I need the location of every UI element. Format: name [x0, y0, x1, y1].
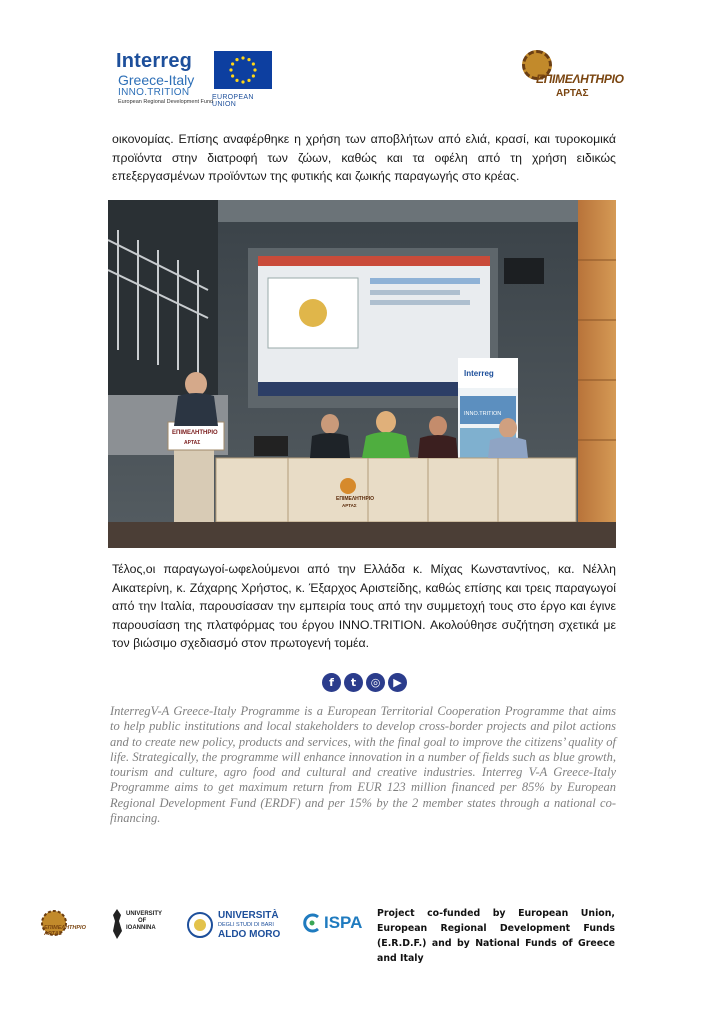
fund-label: European Regional Development Fund — [118, 99, 214, 105]
ispa-logo — [302, 909, 372, 941]
partner-logos — [40, 905, 370, 945]
chamber-logo-footer — [40, 909, 92, 941]
eu-star-icon — [241, 80, 244, 83]
facebook-icon[interactable]: f — [322, 673, 341, 692]
eu-star-icon — [235, 79, 238, 82]
uoi-line-2: OF — [138, 918, 147, 924]
ioannina-emblem-icon — [110, 907, 124, 941]
eu-star-icon — [253, 68, 256, 71]
eu-star-icon — [241, 56, 244, 59]
eu-star-icon — [252, 74, 255, 77]
chamber-logo — [522, 50, 624, 104]
chamber-logo-city: ΑΡΤΑΣ — [556, 88, 589, 99]
twitter-icon[interactable]: t — [344, 673, 363, 692]
body-paragraph-2: Τέλος,οι παραγωγοί-ωφελούμενοι από την Ελλάδα κ. Μίχας Κωνσταντίνος, κα. Νέλλη Αικατερίνη, κ. Ζάχαρης Χρήστος, κ. Έξαρχος Αριστείδης, καθώς επίσης και τρεις παραγωγοί από την Ιταλία, παρουσίασαν την εμπειρία τους από την συμμετοχή τους στο έργο και έγινε παρουσίαση της πλατφόρμας του έργου INNO.TRITION. Ακολούθησε συζήτηση σχετικά με τον βιώσιμο σχεδιασμό στον πρωτογενή τομέα. — [112, 562, 616, 650]
interreg-wordmark: Interreg — [116, 50, 193, 72]
podium-sign-city: ΑΡΤΑΣ — [184, 440, 201, 446]
interreg-programme: Greece-Italy — [118, 72, 195, 88]
eu-star-icon — [231, 62, 234, 65]
social-icons — [322, 673, 407, 693]
eu-star-icon — [231, 74, 234, 77]
cofunding-statement: Project co-funded by European Union, European Regional Development Funds (E.R.D.F.) and by National Funds of Greece and Italy — [377, 908, 615, 964]
bari-seal-icon — [186, 911, 214, 939]
eu-star-icon — [235, 58, 238, 61]
bari-line-1: UNIVERSITÀ — [218, 910, 279, 921]
eu-label: EUROPEAN UNION — [212, 94, 254, 108]
interreg-logo — [116, 50, 276, 106]
eu-star-icon — [247, 58, 250, 61]
banner-project: INNO.TRITION — [464, 411, 502, 417]
event-photo — [108, 200, 616, 548]
university-ioannina-logo — [110, 907, 166, 943]
table-sign-city: ΑΡΤΑΣ — [342, 503, 357, 508]
university-bari-logo — [186, 907, 296, 943]
uoi-line-3: IOANNINA — [126, 925, 156, 931]
banner-title: Interreg — [464, 369, 494, 378]
bari-line-2: DEGLI STUDI DI BARI — [218, 922, 274, 928]
eu-star-icon — [252, 62, 255, 65]
chamber-logo-word: ΕΠΙΜΕΛΗΤΗΡΙΟ — [536, 72, 624, 86]
eu-star-icon — [229, 68, 232, 71]
ispa-wordmark: ISPA — [324, 913, 363, 932]
instagram-icon[interactable]: ◎ — [366, 673, 385, 692]
eu-flag-icon — [214, 51, 272, 89]
youtube-icon[interactable]: ▶ — [388, 673, 407, 692]
body-paragraph-1: οικονομίας. Επίσης αναφέρθηκε η χρήση των αποβλήτων από ελιά, κρασί, και τυροκομικά προϊόντα στην διατροφή των ζώων, καθώς και τα οφέλη από τη χρήση ειδικώς επεξεργασμένων προϊόντων της φυτικής και ζωικής παραγωγής στο κρέας. — [112, 132, 616, 183]
chamber-footer-label: ΕΠΙΜΕΛΗΤΗΡΙΟ ΑΡΤΑΣ — [44, 925, 86, 937]
event-photo-illustration — [108, 200, 616, 548]
uoi-line-1: UNIVERSITY — [126, 911, 163, 917]
eu-star-icon — [247, 79, 250, 82]
project-name: INNO.TRITION — [118, 87, 190, 98]
programme-description: InterregV-A Greece-Italy Programme is a European Territorial Cooperation Programme that aims to help public institutions and local stakeholders to develop cross-border projects and pilot actions and to create new policy, products and services, with the final goal to improve the citizens’ quality of life. Strategically, the programme will enhance innovation in a number of fields such as blue growth, tourism and culture, agro food and cultural and creative industries. Interreg V-A Greece-Italy Programme aims to get maximum return from EUR 123 million financed per 85% by European Regional Development Fund (ERDF) and per 15% by the 2 member states through a national co-financing. — [110, 704, 616, 826]
podium-sign-word: ΕΠΙΜΕΛΗΤΗΡΙΟ — [172, 430, 218, 436]
bari-line-3: ALDO MORO — [218, 929, 281, 940]
table-sign-word: ΕΠΙΜΕΛΗΤΗΡΙΟ — [336, 496, 375, 502]
ispa-emblem-icon — [302, 913, 322, 933]
